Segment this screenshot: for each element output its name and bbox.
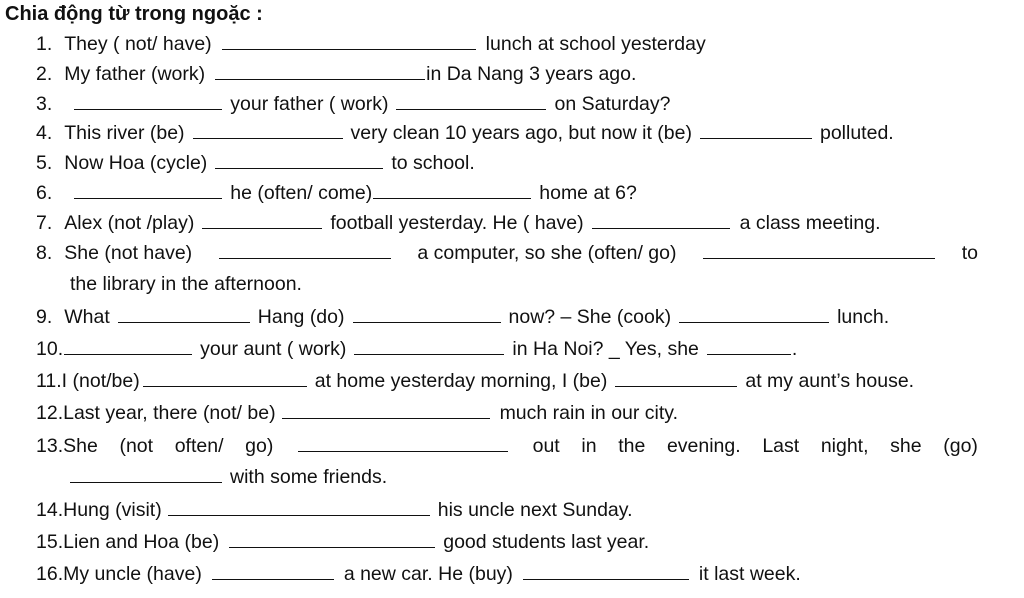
- item-text: (go): [943, 435, 978, 457]
- item-text: now? – She (cook): [508, 306, 672, 328]
- exercise-item-15: [36, 529, 978, 555]
- item-text: polluted.: [819, 122, 894, 144]
- item-text: My father (work): [64, 63, 206, 85]
- item-text: on Saturday?: [554, 93, 671, 115]
- item-number: 12.: [36, 402, 64, 424]
- item-text: out: [532, 435, 560, 457]
- item-text: much rain in our city.: [499, 402, 679, 424]
- item-text: She (not have): [64, 242, 193, 264]
- item-text: your father ( work): [230, 93, 389, 115]
- answer-blank[interactable]: [707, 336, 791, 355]
- item-text: your aunt ( work): [200, 338, 347, 360]
- item-text: I (not/be): [61, 370, 140, 392]
- item-text: (not: [119, 435, 154, 457]
- answer-blank[interactable]: [282, 400, 490, 419]
- answer-blank[interactable]: [703, 240, 935, 259]
- answer-blank[interactable]: [523, 561, 689, 580]
- answer-blank[interactable]: [679, 304, 829, 323]
- item-text: to: [961, 242, 978, 264]
- answer-blank[interactable]: [396, 91, 546, 110]
- exercise-item-2: [36, 61, 978, 87]
- item-text: This river (be): [64, 122, 185, 144]
- exercise-item-10: [36, 336, 978, 362]
- answer-blank[interactable]: [64, 336, 192, 355]
- item-number: 16.: [36, 563, 64, 585]
- item-text: What: [64, 306, 110, 328]
- item-number: 4.: [36, 122, 53, 144]
- item-text: lunch.: [837, 306, 890, 328]
- item-text: his uncle next Sunday.: [437, 499, 633, 521]
- item-text: They ( not/ have): [64, 33, 212, 55]
- answer-blank[interactable]: [222, 31, 476, 50]
- exercise-item-9: [36, 304, 978, 330]
- item-number: 14.: [36, 499, 64, 521]
- item-text: it last week.: [698, 563, 801, 585]
- item-text: go): [245, 435, 274, 457]
- item-text: in Ha Noi? _ Yes, she: [512, 338, 699, 360]
- exercise-item-1: [36, 31, 978, 57]
- item-text: She: [63, 435, 98, 457]
- answer-blank[interactable]: [592, 210, 730, 229]
- item-text: he (often/ come): [230, 182, 373, 204]
- item-text: Lien and Hoa (be): [63, 531, 220, 553]
- item-text: Now Hoa (cycle): [64, 152, 208, 174]
- exercise-title: Chia động từ trong ngoặc :: [5, 3, 263, 25]
- exercise-item-12: [36, 400, 978, 426]
- item-text: Hang (do): [257, 306, 345, 328]
- item-text: the library in the afternoon.: [70, 273, 302, 295]
- answer-blank[interactable]: [298, 433, 508, 452]
- item-number: 10.: [36, 338, 64, 360]
- answer-blank[interactable]: [118, 304, 250, 323]
- exercise-item-4: [36, 120, 978, 146]
- item-text: a class meeting.: [739, 212, 881, 234]
- item-text: very clean 10 years ago, but now it (be): [350, 122, 692, 144]
- item-text: Alex (not /play): [64, 212, 195, 234]
- item-number: 8.: [36, 242, 53, 264]
- item-number: 3.: [36, 93, 53, 115]
- item-text: football yesterday. He ( have): [330, 212, 584, 234]
- exercise-item-7: [36, 210, 978, 236]
- answer-blank[interactable]: [193, 120, 343, 139]
- answer-blank[interactable]: [219, 240, 391, 259]
- item-text: in Da Nang 3 years ago.: [426, 63, 637, 85]
- item-text: Last year, there (not/ be): [63, 402, 276, 424]
- item-text: My uncle (have): [63, 563, 202, 585]
- item-text: a computer, so she (often/ go): [417, 242, 677, 264]
- item-text: Last: [762, 435, 800, 457]
- item-number: 5.: [36, 152, 53, 174]
- exercise-item-5: [36, 150, 978, 176]
- item-text: at my aunt’s house.: [745, 370, 915, 392]
- exercise-item-16: [36, 561, 978, 587]
- exercise-item-13-continued: [70, 464, 978, 490]
- item-text: the: [618, 435, 646, 457]
- item-number: 9.: [36, 306, 53, 328]
- exercise-item-11: [36, 368, 978, 394]
- item-text: night,: [820, 435, 869, 457]
- answer-blank[interactable]: [74, 180, 222, 199]
- item-text: often/: [174, 435, 224, 457]
- answer-blank[interactable]: [70, 464, 222, 483]
- answer-blank[interactable]: [212, 561, 334, 580]
- item-number: 1.: [36, 33, 53, 55]
- item-number: 11.: [36, 370, 62, 392]
- answer-blank[interactable]: [202, 210, 322, 229]
- item-text: in: [581, 435, 597, 457]
- item-text: a new car. He (buy): [343, 563, 513, 585]
- page-bottom-edge: [0, 592, 1024, 598]
- exercise-item-13: [36, 433, 978, 459]
- exercise-item-14: [36, 497, 978, 523]
- item-text: she: [890, 435, 922, 457]
- item-text: to school.: [391, 152, 475, 174]
- exercise-item-3: [36, 91, 978, 117]
- answer-blank[interactable]: [700, 120, 812, 139]
- item-number: 6.: [36, 182, 53, 204]
- exercise-item-6: [36, 180, 978, 206]
- item-number: 13.: [36, 435, 64, 457]
- answer-blank[interactable]: [168, 497, 430, 516]
- answer-blank[interactable]: [229, 529, 435, 548]
- item-text: .: [791, 338, 798, 360]
- answer-blank[interactable]: [74, 91, 222, 110]
- item-number: 7.: [36, 212, 53, 234]
- answer-blank[interactable]: [354, 336, 504, 355]
- item-text: evening.: [666, 435, 741, 457]
- answer-blank[interactable]: [373, 180, 531, 199]
- item-text: good students last year.: [443, 531, 650, 553]
- item-number: 15.: [36, 531, 64, 553]
- item-text: lunch at school yesterday: [485, 33, 706, 55]
- item-text: with some friends.: [230, 466, 388, 488]
- item-text: home at 6?: [539, 182, 637, 204]
- exercise-item-8-continued: [70, 271, 978, 297]
- answer-blank[interactable]: [353, 304, 501, 323]
- answer-blank[interactable]: [143, 368, 307, 387]
- answer-blank[interactable]: [215, 61, 425, 80]
- item-text: Hung (visit): [63, 499, 162, 521]
- item-text: at home yesterday morning, I (be): [314, 370, 608, 392]
- item-number: 2.: [36, 63, 53, 85]
- exercise-item-8: [36, 240, 978, 266]
- answer-blank[interactable]: [215, 150, 383, 169]
- answer-blank[interactable]: [615, 368, 737, 387]
